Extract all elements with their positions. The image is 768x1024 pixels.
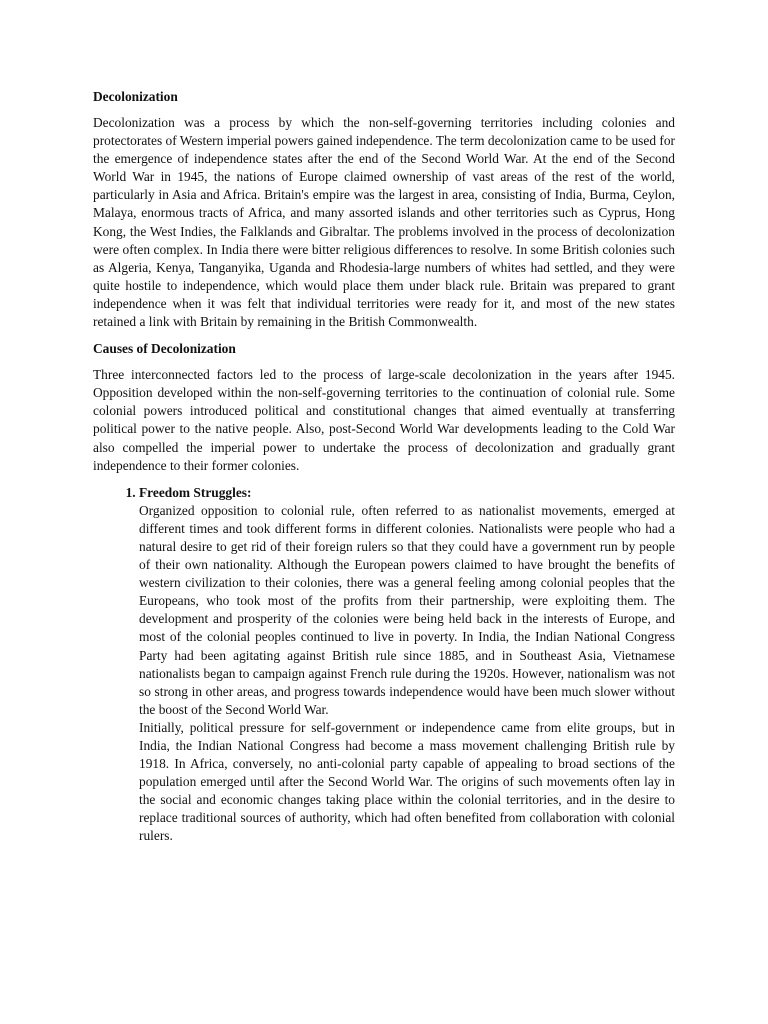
section-paragraph: Three interconnected factors led to the process of large-scale decolonization in the years after 1945. Opposition developed within the non-self-governing territories to the continuation of colonial rule. Some colonial powers introduced political and constitutional changes that aimed eventually at transferring political power to the native people. Also, post-Second World War developments leading to the Cold War also compelled the imperial power to undertake the process of decolonization and gradually grant independence to their former colonies.: [93, 367, 675, 473]
section-decolonization: [93, 88, 675, 331]
list-item-paragraph: Organized opposition to colonial rule, often referred to as nationalist movements, emerged at different times and took different forms in different colonies. Nationalists were people who had a natural desire to get rid of their foreign rulers so that they could have a government run by people of their own nationality. Although the European powers claimed to have brought the benefits of western civilization to their colonies, there was a general feeling among colonial peoples that the Europeans, who took most of the profits from their partnership, were exploiting them. The development and prosperity of the colonies were being held back in the interests of Europe, and most of the colonial peoples continued to live in poverty. In India, the Indian National Congress Party had been agitating against British rule since 1885, and in Southeast Asia, Vietnamese nationalists began to campaign against French rule during the 1920s. However, nationalism was not so strong in other areas, and progress towards independence would have been much slower without the boost of the Second World War.: [139, 502, 675, 717]
list-item: [139, 484, 675, 846]
section-paragraph: Decolonization was a process by which the non-self-governing territories including colonies and protectorates of Western imperial powers gained independence. The term decolonization came to be used for the emergence of independence states after the end of the Second World War. At the end of the Second World War in 1945, the nations of Europe claimed ownership of vast areas of the rest of the world, particularly in Asia and Africa. Britain's empire was the largest in area, consisting of India, Burma, Ceylon, Malaya, enormous tracts of Africa, and many assorted islands and other territories such as Cyprus, Hong Kong, the West Indies, the Falklands and Gibraltar. The problems involved in the process of decolonization were often complex. In India there were bitter religious differences to resolve. In some British colonies such as Algeria, Kenya, Tanganyika, Uganda and Rhodesia-large numbers of whites had settled, and they were quite hostile to independence, which would place them under black rule. Britain was prepared to grant independence when it was felt that individual territories were ready for it, and most of the new states retained a link with Britain by remaining in the British Commonwealth.: [93, 115, 675, 330]
causes-list: [93, 484, 675, 846]
document-page: [93, 88, 675, 846]
list-item-paragraph: Initially, political pressure for self-government or independence came from elite groups, but in India, the Indian National Congress had become a mass movement challenging British rule by 1918. In Africa, conversely, no anti-colonial party capable of appealing to broad sections of the population emerged until after the Second World War. The origins of such movements often lay in the social and economic changes taking place within the colonial territories, and in the desire to replace traditional sources of authority, which had often benefited from collaboration with colonial rulers.: [139, 719, 675, 844]
section-heading: Decolonization: [93, 89, 178, 104]
section-heading: Causes of Decolonization: [93, 341, 236, 357]
list-item-title: 1. Freedom Struggles:: [139, 484, 252, 500]
section-causes: [93, 340, 675, 475]
